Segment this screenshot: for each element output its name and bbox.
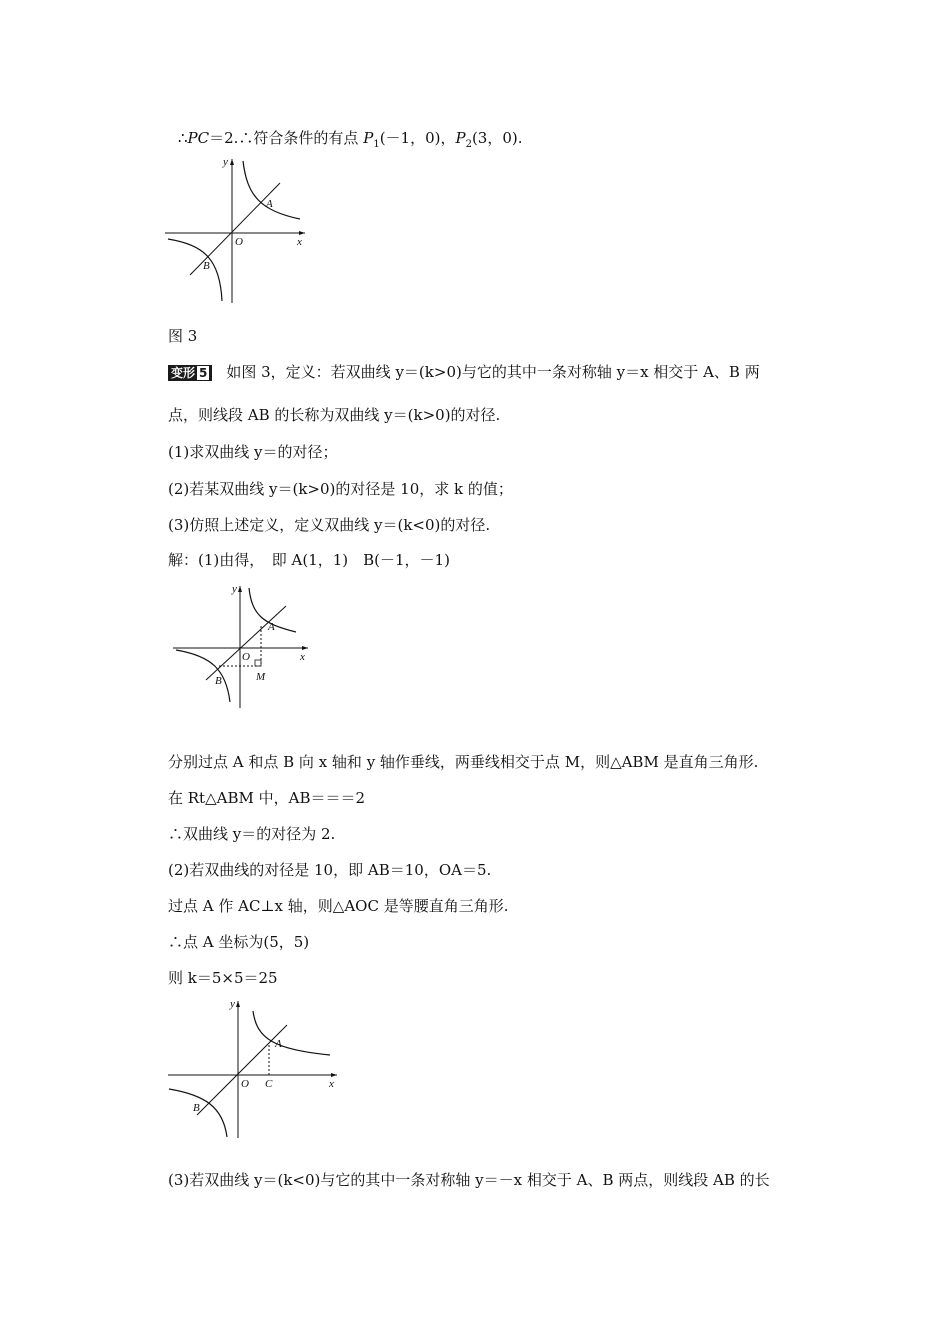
solution-text-5: (2)若双曲线的对径是 10，即 AB＝10，OA＝5. — [168, 861, 492, 879]
point-b-label: B — [215, 675, 222, 687]
variation-badge: 变形 5 — [168, 365, 212, 381]
point-a-label: A — [268, 621, 275, 633]
y-axis-label: y — [230, 998, 235, 1010]
solution-text-9: (3)若双曲线 y＝(k<0)与它的其中一条对称轴 y＝－x 相交于 A、B 两点，则线段 AB 的长 — [168, 1171, 770, 1189]
origin-label: O — [242, 651, 250, 663]
y-axis-label: y — [223, 156, 228, 168]
definition-line-1: 变形 5 如图 3，定义：若双曲线 y＝(k>0)与它的其中一条对称轴 y＝x 相交于 A、B 两 — [168, 362, 760, 382]
solution-text-7: ∴点 A 坐标为(5，5) — [168, 933, 310, 951]
x-axis-label: x — [329, 1078, 334, 1090]
solution-text-3: 在 Rt△ABM 中，AB＝＝＝2 — [168, 789, 366, 807]
y-axis-label: y — [232, 583, 237, 595]
point-b-label: B — [203, 260, 210, 272]
point-a-label: A — [275, 1038, 282, 1050]
solution-text-2: 分别过点 A 和点 B 向 x 轴和 y 轴作垂线，两垂线相交于点 M，则△ABM 是直角三角形. — [168, 753, 759, 771]
definition-line-2: 点，则线段 AB 的长称为双曲线 y＝(k>0)的对径. — [168, 406, 501, 424]
x-axis-label: x — [300, 651, 305, 663]
point-c-label: C — [265, 1078, 273, 1090]
question-2: (2)若某双曲线 y＝(k>0)的对径是 10，求 k 的值； — [168, 480, 513, 498]
x-axis-label: x — [297, 236, 302, 248]
question-1: (1)求双曲线 y＝的对径； — [168, 443, 338, 461]
conclusion-line: ∴PC＝2.∴符合条件的有点 $P_1(-1$，0)，$P_2(3$，0). — [178, 129, 523, 150]
figure-hyperbola-1 — [160, 155, 310, 305]
question-3: (3)仿照上述定义，定义双曲线 y＝(k<0)的对径. — [168, 516, 491, 534]
figure-hyperbola-2 — [168, 580, 318, 710]
solution-1: 解：(1)由得， 即 A(1，1) B(－1，－1) — [168, 551, 450, 569]
solution-text-4: ∴双曲线 y＝的对径为 2. — [168, 825, 336, 843]
origin-label: O — [235, 236, 243, 248]
solution-text-8: 则 k＝5×5＝25 — [168, 969, 278, 987]
figure-caption: 图 3 — [168, 327, 198, 345]
point-m-label: M — [256, 671, 266, 683]
figure-hyperbola-3 — [165, 995, 350, 1140]
point-a-label: A — [266, 198, 273, 210]
point-b-label: B — [193, 1102, 200, 1114]
solution-text-6: 过点 A 作 AC⊥x 轴，则△AOC 是等腰直角三角形. — [168, 897, 509, 915]
origin-label: O — [241, 1078, 249, 1090]
